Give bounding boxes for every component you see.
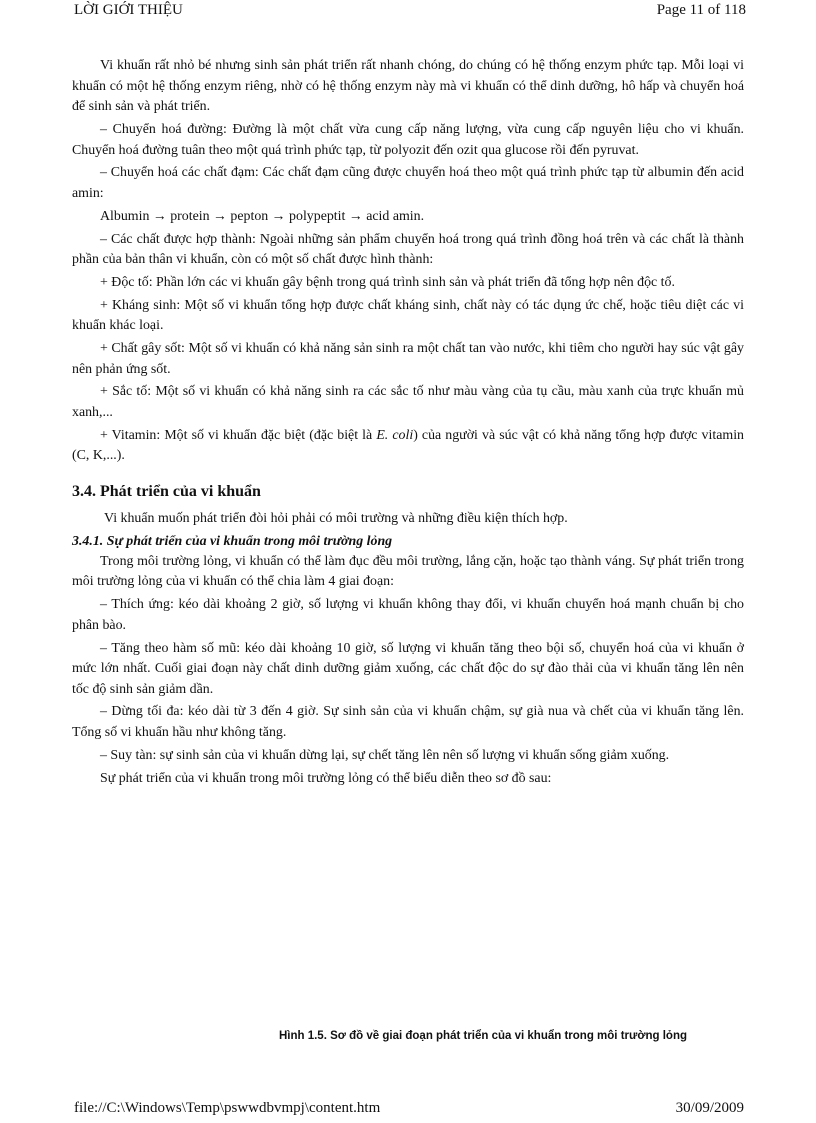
vitamin-text-after: ) của người và súc vật có khả năng tổng hợp được vitamin (C, K,...). <box>72 427 744 464</box>
vitamin-paragraph <box>72 426 744 467</box>
page-number: Page 11 of 118 <box>656 2 746 18</box>
paragraph: – Tăng theo hàm số mũ: kéo dài khoảng 10 giờ, số lượng vi khuẩn tăng theo bội số, chuyển hoá của vi khuẩn ở mức lớn nhất. Cuối giai đoạn này chất dinh dưỡng giảm xuống, các chất độc do sự đào thải của vi khuẩn tăng lên nên tốc độ sinh sản giảm dần. <box>72 640 744 697</box>
footer-path: file://C:\Windows\Temp\pswwdbvmpj\content.htm <box>74 1100 381 1116</box>
figure-caption: Hình 1.5. Sơ đồ về giai đoạn phát triển của vi khuẩn trong môi trường lỏng <box>278 1030 688 1042</box>
paragraph: Vi khuẩn rất nhỏ bé nhưng sinh sản phát triển rất nhanh chóng, do chúng có hệ thống enzym phức tạp. Mỗi loại vi khuẩn có một hệ thống enzym riêng, nhờ có hệ thống enzym này mà vi khuẩn có thể dinh dưỡng, hô hấp và chuyển hoá để sinh sản và phát triển. <box>72 58 744 115</box>
paragraph: – Suy tàn: sự sinh sản của vi khuẩn dừng lại, sự chết tăng lên nên số lượng vi khuẩn sống giảm xuống. <box>100 747 670 763</box>
paragraph: + Chất gây sốt: Một số vi khuẩn có khả năng sản sinh ra một chất tan vào nước, khi tiêm cho người hay súc vật gây nên phản ứng sốt. <box>72 341 744 377</box>
section-heading: 3.4. Phát triển của vi khuẩn <box>72 482 261 500</box>
paragraph: – Chuyển hoá đường: Đường là một chất vừa cung cấp năng lượng, vừa cung cấp nguyên liệu cho vi khuẩn. Chuyển hoá đường tuân theo một quá trình phức tạp, từ polyozit đến ozit qua glucose rồi đến pyruvat. <box>72 121 744 158</box>
footer-date: 30/09/2009 <box>675 1100 744 1116</box>
paragraph: – Các chất được hợp thành: Ngoài những sản phẩm chuyển hoá trong quá trình đồng hoá trên và các chất là thành phần của bản thân vi khuẩn, còn có một số chất được hình thành: <box>72 231 744 268</box>
paragraph: – Chuyển hoá các chất đạm: Các chất đạm cũng được chuyển hoá theo một quá trình phức tạp từ albumin đến acid amin: <box>72 165 744 201</box>
paragraph: Albumin → protein → pepton → polypeptit → acid amin. <box>100 208 425 224</box>
paragraph: – Thích ứng: kéo dài khoảng 2 giờ, số lượng vi khuẩn không thay đổi, vi khuẩn chuyển hoá mạnh chuẩn bị cho phân bào. <box>72 597 744 633</box>
figure-placeholder <box>100 835 740 1020</box>
paragraph: + Kháng sinh: Một số vi khuẩn tổng hợp được chất kháng sinh, chất này có tác dụng ức chế, hoặc tiêu diệt các vi khuẩn khác loại. <box>72 297 744 334</box>
document-body <box>72 56 744 791</box>
paragraph: Trong môi trường lỏng, vi khuẩn có thể làm đục đều môi trường, lắng cặn, hoặc tạo thành váng. Sự phát triển trong môi trường lỏng của vi khuẩn có thể chia làm 4 giai đoạn: <box>72 553 744 590</box>
paragraph: – Dừng tối đa: kéo dài từ 3 đến 4 giờ. Sự sinh sản của vi khuẩn chậm, sự già nua và chết của vi khuẩn tăng lên. Tổng số vi khuẩn hầu như không tăng. <box>72 704 744 741</box>
page-header-title: LỜI GIỚI THIỆU <box>74 2 183 18</box>
paragraph: + Độc tố: Phần lớn các vi khuẩn gây bệnh trong quá trình sinh sản và phát triển đã tổng hợp nên độc tố. <box>100 274 675 290</box>
paragraph: Sự phát triển của vi khuẩn trong môi trường lỏng có thể biểu diễn theo sơ đồ sau: <box>100 770 552 786</box>
section-intro: Vi khuẩn muốn phát triển đòi hỏi phải có môi trường và những điều kiện thích hợp. <box>104 510 568 526</box>
vitamin-text-before: + Vitamin: Một số vi khuẩn đặc biệt (đặc biệt là <box>100 427 377 443</box>
paragraph: + Sắc tố: Một số vi khuẩn có khả năng sinh ra các sắc tố như màu vàng của tụ cầu, màu xanh của trực khuẩn mủ xanh,... <box>72 384 744 420</box>
vitamin-species: E. coli <box>376 427 414 443</box>
subsection-heading: 3.4.1. Sự phát triển của vi khuẩn trong môi trường lỏng <box>72 533 393 549</box>
